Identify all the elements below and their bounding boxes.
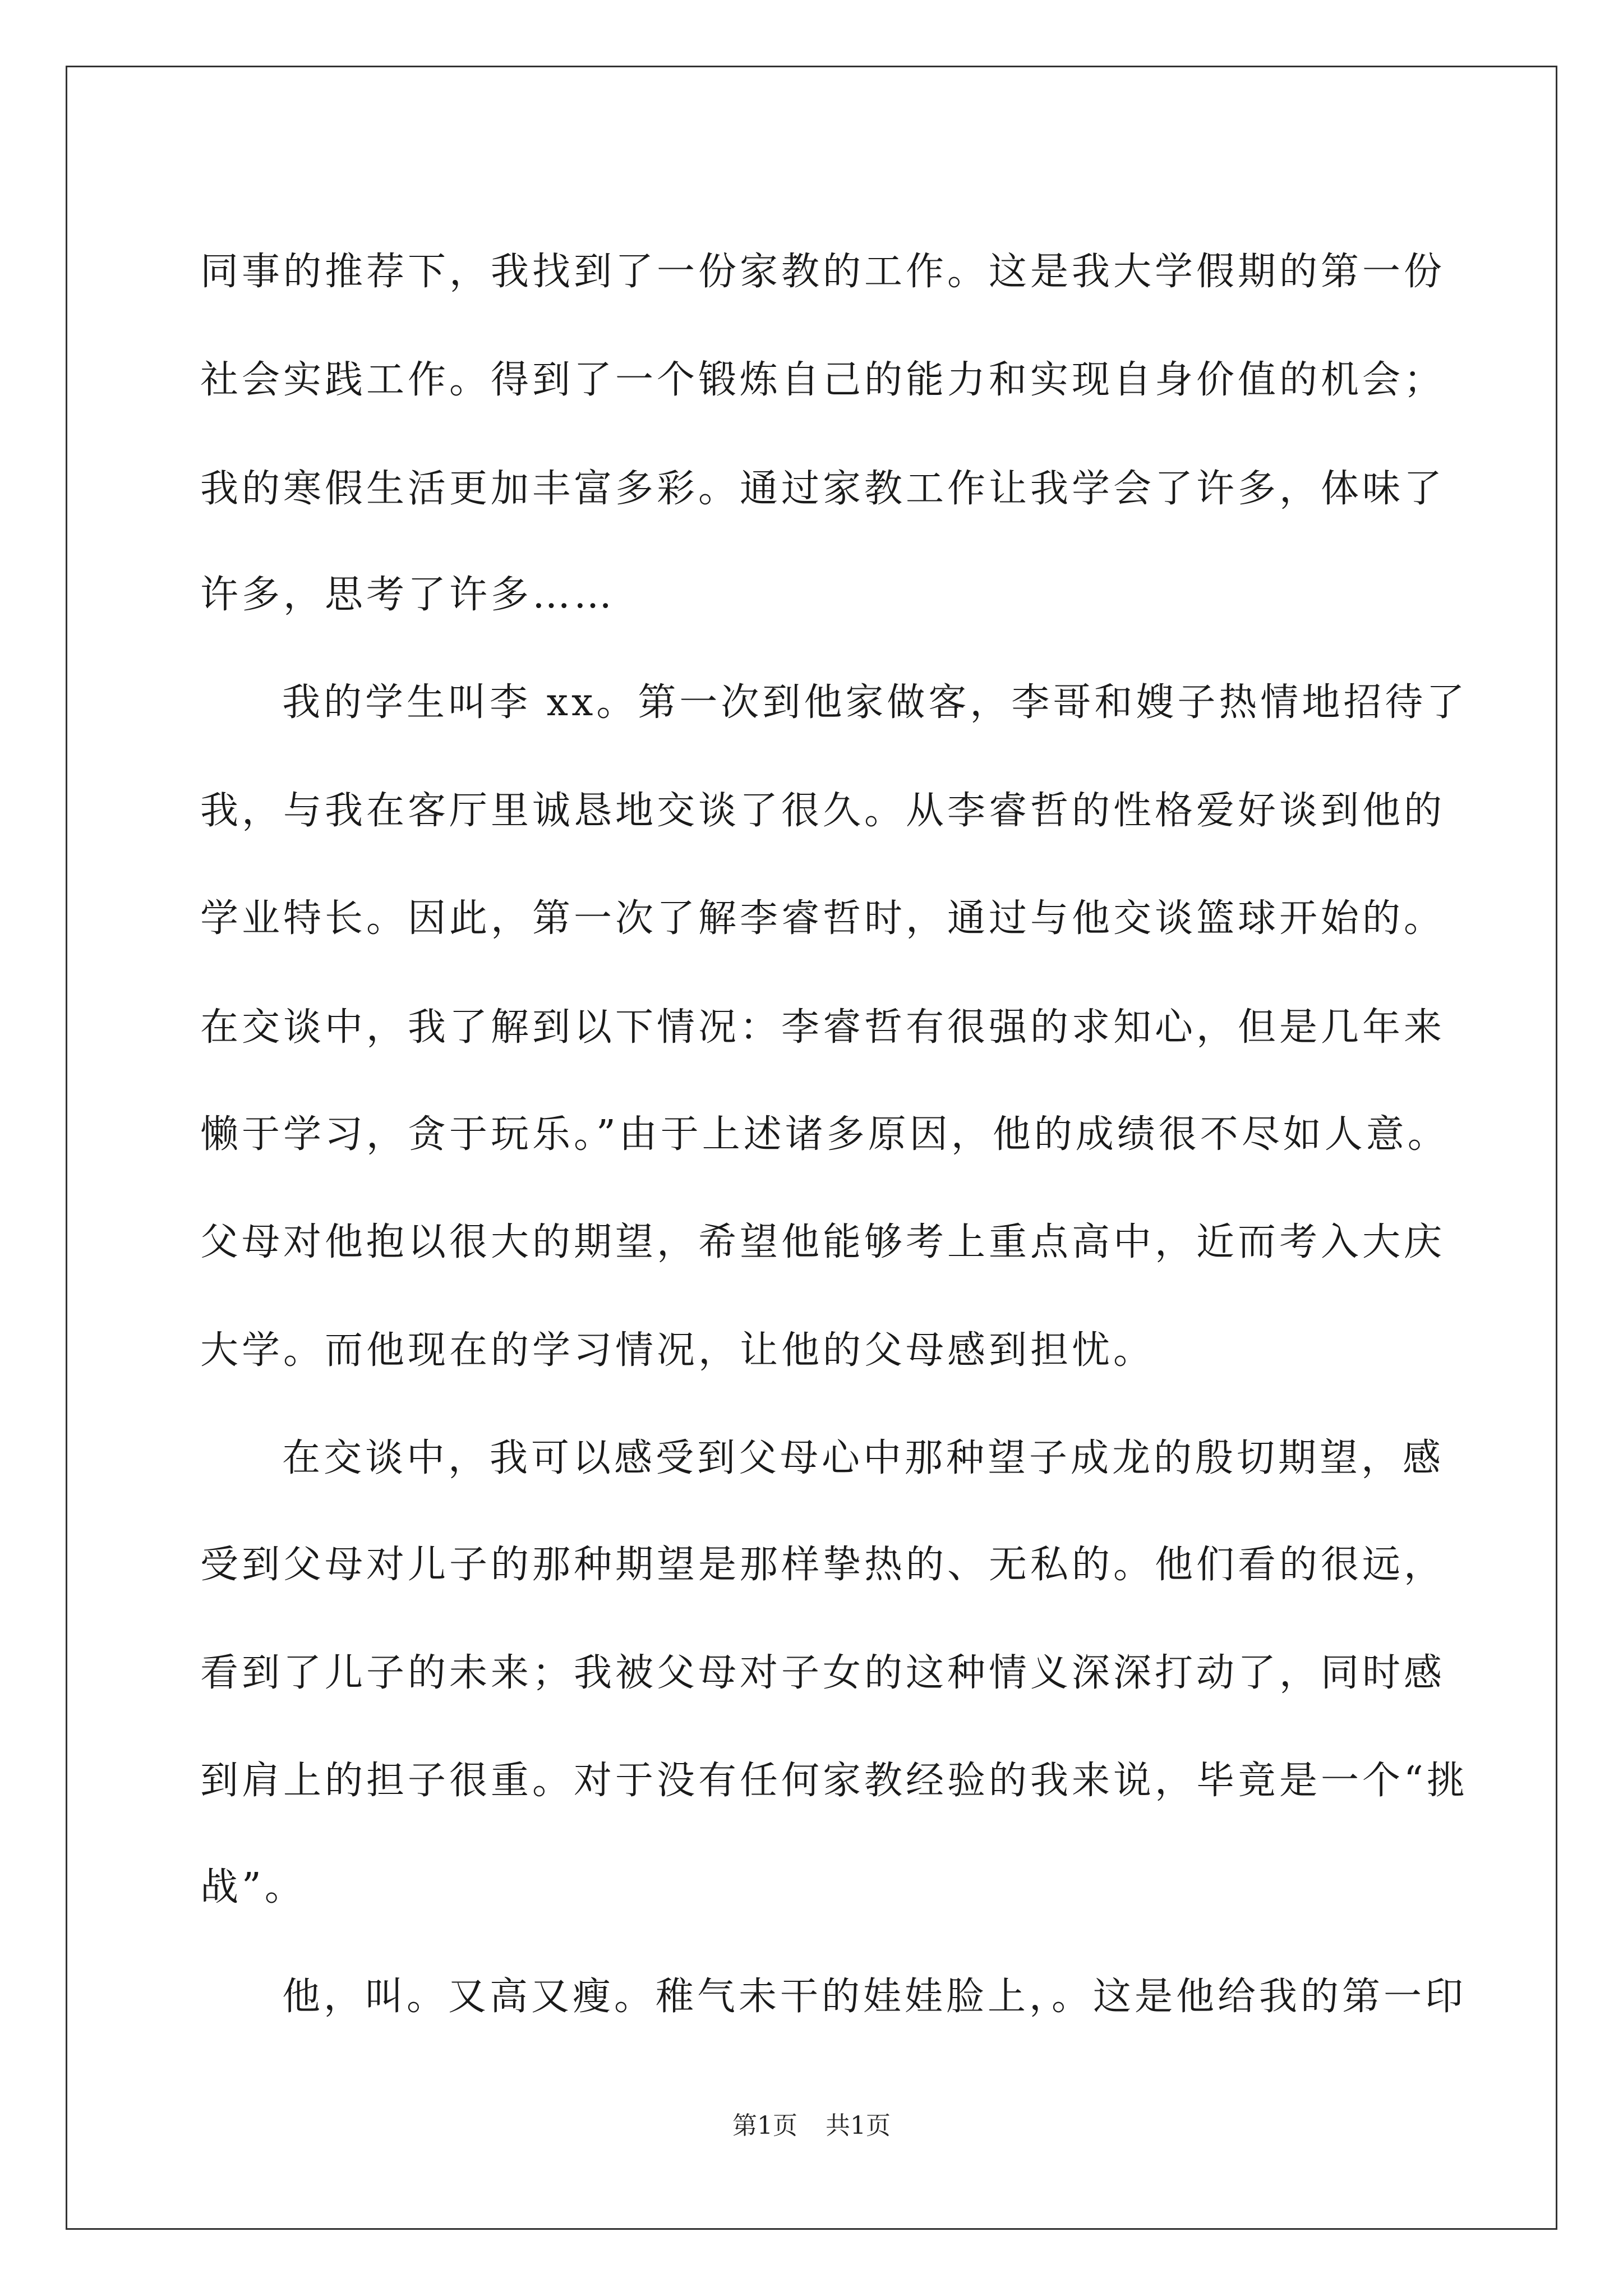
text-line: 看到了儿子的未来；我被父母对子女的这种情义深深打动了，同时感: [200, 1651, 1446, 1695]
text-line: 战”。: [200, 1865, 306, 1910]
text-line: 我的寒假生活更加丰富多彩。通过家教工作让我学会了许多，体味了: [200, 467, 1446, 511]
text-line: 许多，思考了许多……: [200, 573, 616, 617]
text-line: 我的学生叫李 xx。第一次到他家做客，李哥和嫂子热情地招待了: [282, 680, 1468, 725]
text-line: 社会实践工作。得到了一个锻炼自己的能力和实现自身价值的机会；: [200, 358, 1446, 402]
text-line: 我，与我在客厅里诚恳地交谈了很久。从李睿哲的性格爱好谈到他的: [200, 789, 1446, 833]
text-line: 受到父母对儿子的那种期望是那样挚热的、无私的。他们看的很远，: [200, 1543, 1446, 1587]
text-line: 到肩上的担子很重。对于没有任何家教经验的我来说，毕竟是一个“挑: [200, 1759, 1468, 1803]
page-total: 共1页: [826, 2111, 891, 2140]
text-line: 在交谈中，我可以感受到父母心中那种望子成龙的殷切期望，感: [282, 1436, 1445, 1480]
text-line: 大学。而他现在的学习情况，让他的父母感到担忧。: [200, 1328, 1155, 1373]
text-line: 在交谈中，我了解到以下情况：李睿哲有很强的求知心，但是几年来: [200, 1005, 1446, 1050]
page-footer: [67, 2112, 1556, 2140]
text-line: 同事的推荐下，我找到了一份家教的工作。这是我大学假期的第一份: [200, 250, 1446, 294]
text-line: 懒于学习，贪于玩乐。”由于上述诸多原因，他的成绩很不尽如人意。: [200, 1112, 1449, 1157]
text-line: 他，叫。又高又瘦。稚气未干的娃娃脸上，。这是他给我的第一印: [282, 1975, 1467, 2019]
text-line: 学业特长。因此，第一次了解李睿哲时，通过与他交谈篮球开始的。: [200, 896, 1446, 941]
text-line: 父母对他抱以很大的期望，希望他能够考上重点高中，近而考入大庆: [200, 1220, 1446, 1264]
page-number: 第1页: [732, 2111, 797, 2140]
page-border: [66, 66, 1557, 2230]
